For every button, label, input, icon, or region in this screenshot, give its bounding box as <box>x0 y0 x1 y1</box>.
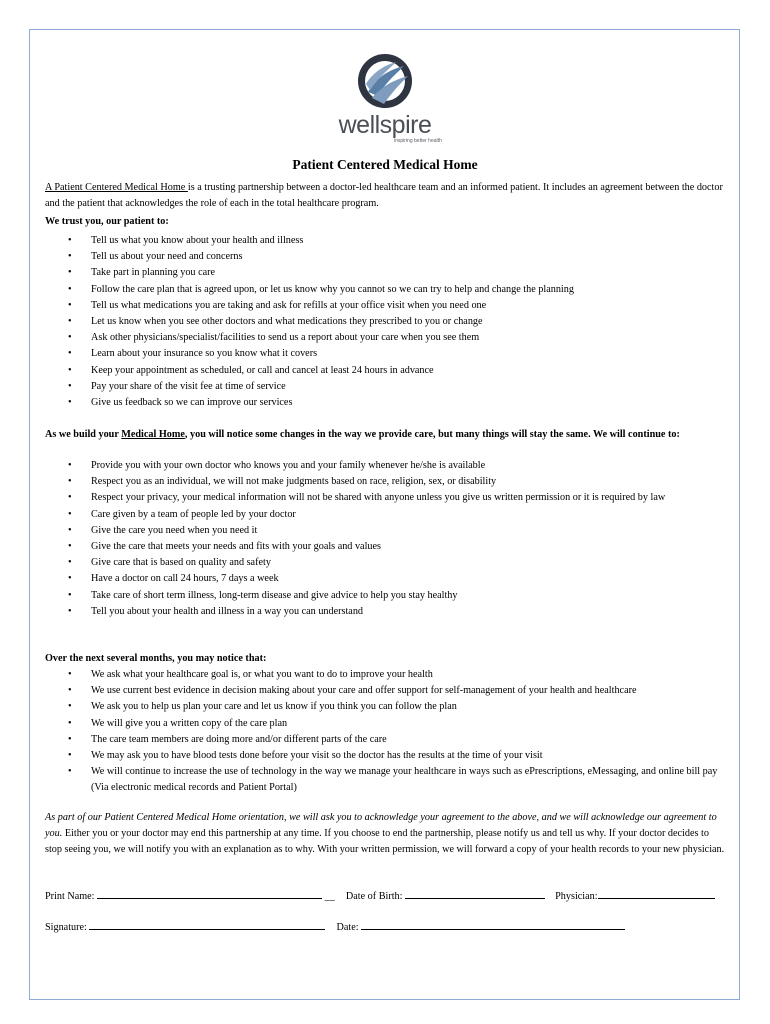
list-item: • Take care of short term illness, long-term disease and give advice to help you stay healthy <box>45 588 725 604</box>
print-name-trail: __ <box>324 891 335 902</box>
wellspire-logo <box>320 52 450 148</box>
list-item: • We ask what your healthcare goal is, or what you want to do to improve your health <box>45 667 725 683</box>
closing-paragraph <box>45 810 728 859</box>
section1-list <box>45 233 725 411</box>
list-item: • Have a doctor on call 24 hours, 7 days a week <box>45 571 725 587</box>
list-item: • Tell you about your health and illness in a way you can understand <box>45 604 725 620</box>
list-item: • Keep your appointment as scheduled, or call and cancel at least 24 hours in advance <box>45 363 725 379</box>
form-row-signature <box>45 919 625 933</box>
medical-home-term: Medical Home <box>121 429 185 440</box>
list-item: • Take part in planning you care <box>45 265 725 281</box>
physician-field[interactable] <box>598 888 715 899</box>
intro-paragraph <box>45 180 735 212</box>
list-item: • Let us know when you see other doctors and what medications they prescribed to you or change <box>45 314 725 330</box>
signature-field[interactable] <box>89 919 325 930</box>
list-item: • Give the care you need when you need it <box>45 523 725 539</box>
date-label: Date: <box>336 922 359 933</box>
list-item: • Give the care that meets your needs and fits with your goals and values <box>45 539 725 555</box>
intro-term: A Patient Centered Medical Home <box>45 182 188 193</box>
closing-text: Either you or your doctor may end this partnership at any time. If you choose to end the partnership, please notify us and tell us why. If your doctor decides to stop seeing you, we will notify you with an explanation as to why. With your written permission, we will forward a copy of your health records to your new physician. <box>45 828 725 856</box>
section3-heading: Over the next several months, you may notice that: <box>45 653 267 664</box>
brand-tagline: inspiring better health <box>394 138 442 144</box>
list-item: • Respect you as an individual, we will not make judgments based on race, religion, sex, or disability <box>45 474 725 490</box>
list-item: • Care given by a team of people led by your doctor <box>45 507 725 523</box>
list-item: • We may ask you to have blood tests done before your visit so the doctor has the results at the time of your visit <box>45 748 725 764</box>
closing-italic: As part of our Patient Centered Medical Home orientation, we will ask you to acknowledge your agreement to the above, and we will acknowledge our agreement to you. <box>45 812 717 840</box>
list-item: • Pay your share of the visit fee at time of service <box>45 379 725 395</box>
form-row-name <box>45 888 715 902</box>
list-item: • Give care that is based on quality and safety <box>45 555 725 571</box>
physician-label: Physician: <box>555 891 598 902</box>
print-name-field[interactable] <box>97 888 322 899</box>
list-item: • Provide you with your own doctor who knows you and your family whenever he/she is available <box>45 458 725 474</box>
page-title: Patient Centered Medical Home <box>292 157 478 172</box>
list-item: • Tell us what medications you are taking and ask for refills at your office visit when you need one <box>45 298 725 314</box>
signature-label: Signature: <box>45 922 87 933</box>
print-name-label: Print Name: <box>45 891 95 902</box>
list-item: • The care team members are doing more and/or different parts of the care <box>45 732 725 748</box>
list-item: • We use current best evidence in decision making about your care and offer support for self-management of your health and healthcare <box>45 683 725 699</box>
section2-list <box>45 458 725 620</box>
list-item: • We will continue to increase the use of technology in the way we manage your healthcare in ways such as ePrescriptions, eMessaging, and online bill pay (Via electronic medical records and Patient Portal) <box>45 764 725 796</box>
brand-name: wellspire <box>338 111 432 139</box>
dob-field[interactable] <box>405 888 545 899</box>
section2-heading-end: , you will notice some changes in the way we provide care, but many things will stay the same. We will continue to: <box>184 429 680 440</box>
list-item: • Respect your privacy, your medical information will not be shared with anyone unless you give us written permission or it is required by law <box>45 490 725 506</box>
list-item: • Learn about your insurance so you know what it covers <box>45 346 725 362</box>
list-item: • We ask you to help us plan your care and let us know if you think you can follow the plan <box>45 699 725 715</box>
intro-text: is a trusting partnership between a doctor-led healthcare team and an informed patient. It includes an agreement between the doctor and the patient that acknowledges the role of each in the total healthcare program. <box>45 182 723 209</box>
wellspire-mark-icon <box>356 52 414 110</box>
section2-heading-start: As we build your <box>45 429 122 440</box>
section2-heading <box>45 427 725 443</box>
list-item: • Tell us what you know about your health and illness <box>45 233 725 249</box>
list-item: • Ask other physicians/specialist/facilities to send us a report about your care when you see them <box>45 330 725 346</box>
dob-label: Date of Birth: <box>345 891 403 902</box>
date-field[interactable] <box>361 919 625 930</box>
list-item: • We will give you a written copy of the care plan <box>45 716 725 732</box>
list-item: • Tell us about your need and concerns <box>45 249 725 265</box>
section3-list <box>45 667 725 797</box>
list-item: • Give us feedback so we can improve our services <box>45 395 725 411</box>
list-item: • Follow the care plan that is agreed upon, or let us know why you cannot so we can try to help and change the planning <box>45 282 725 298</box>
section1-heading: We trust you, our patient to: <box>45 216 169 227</box>
